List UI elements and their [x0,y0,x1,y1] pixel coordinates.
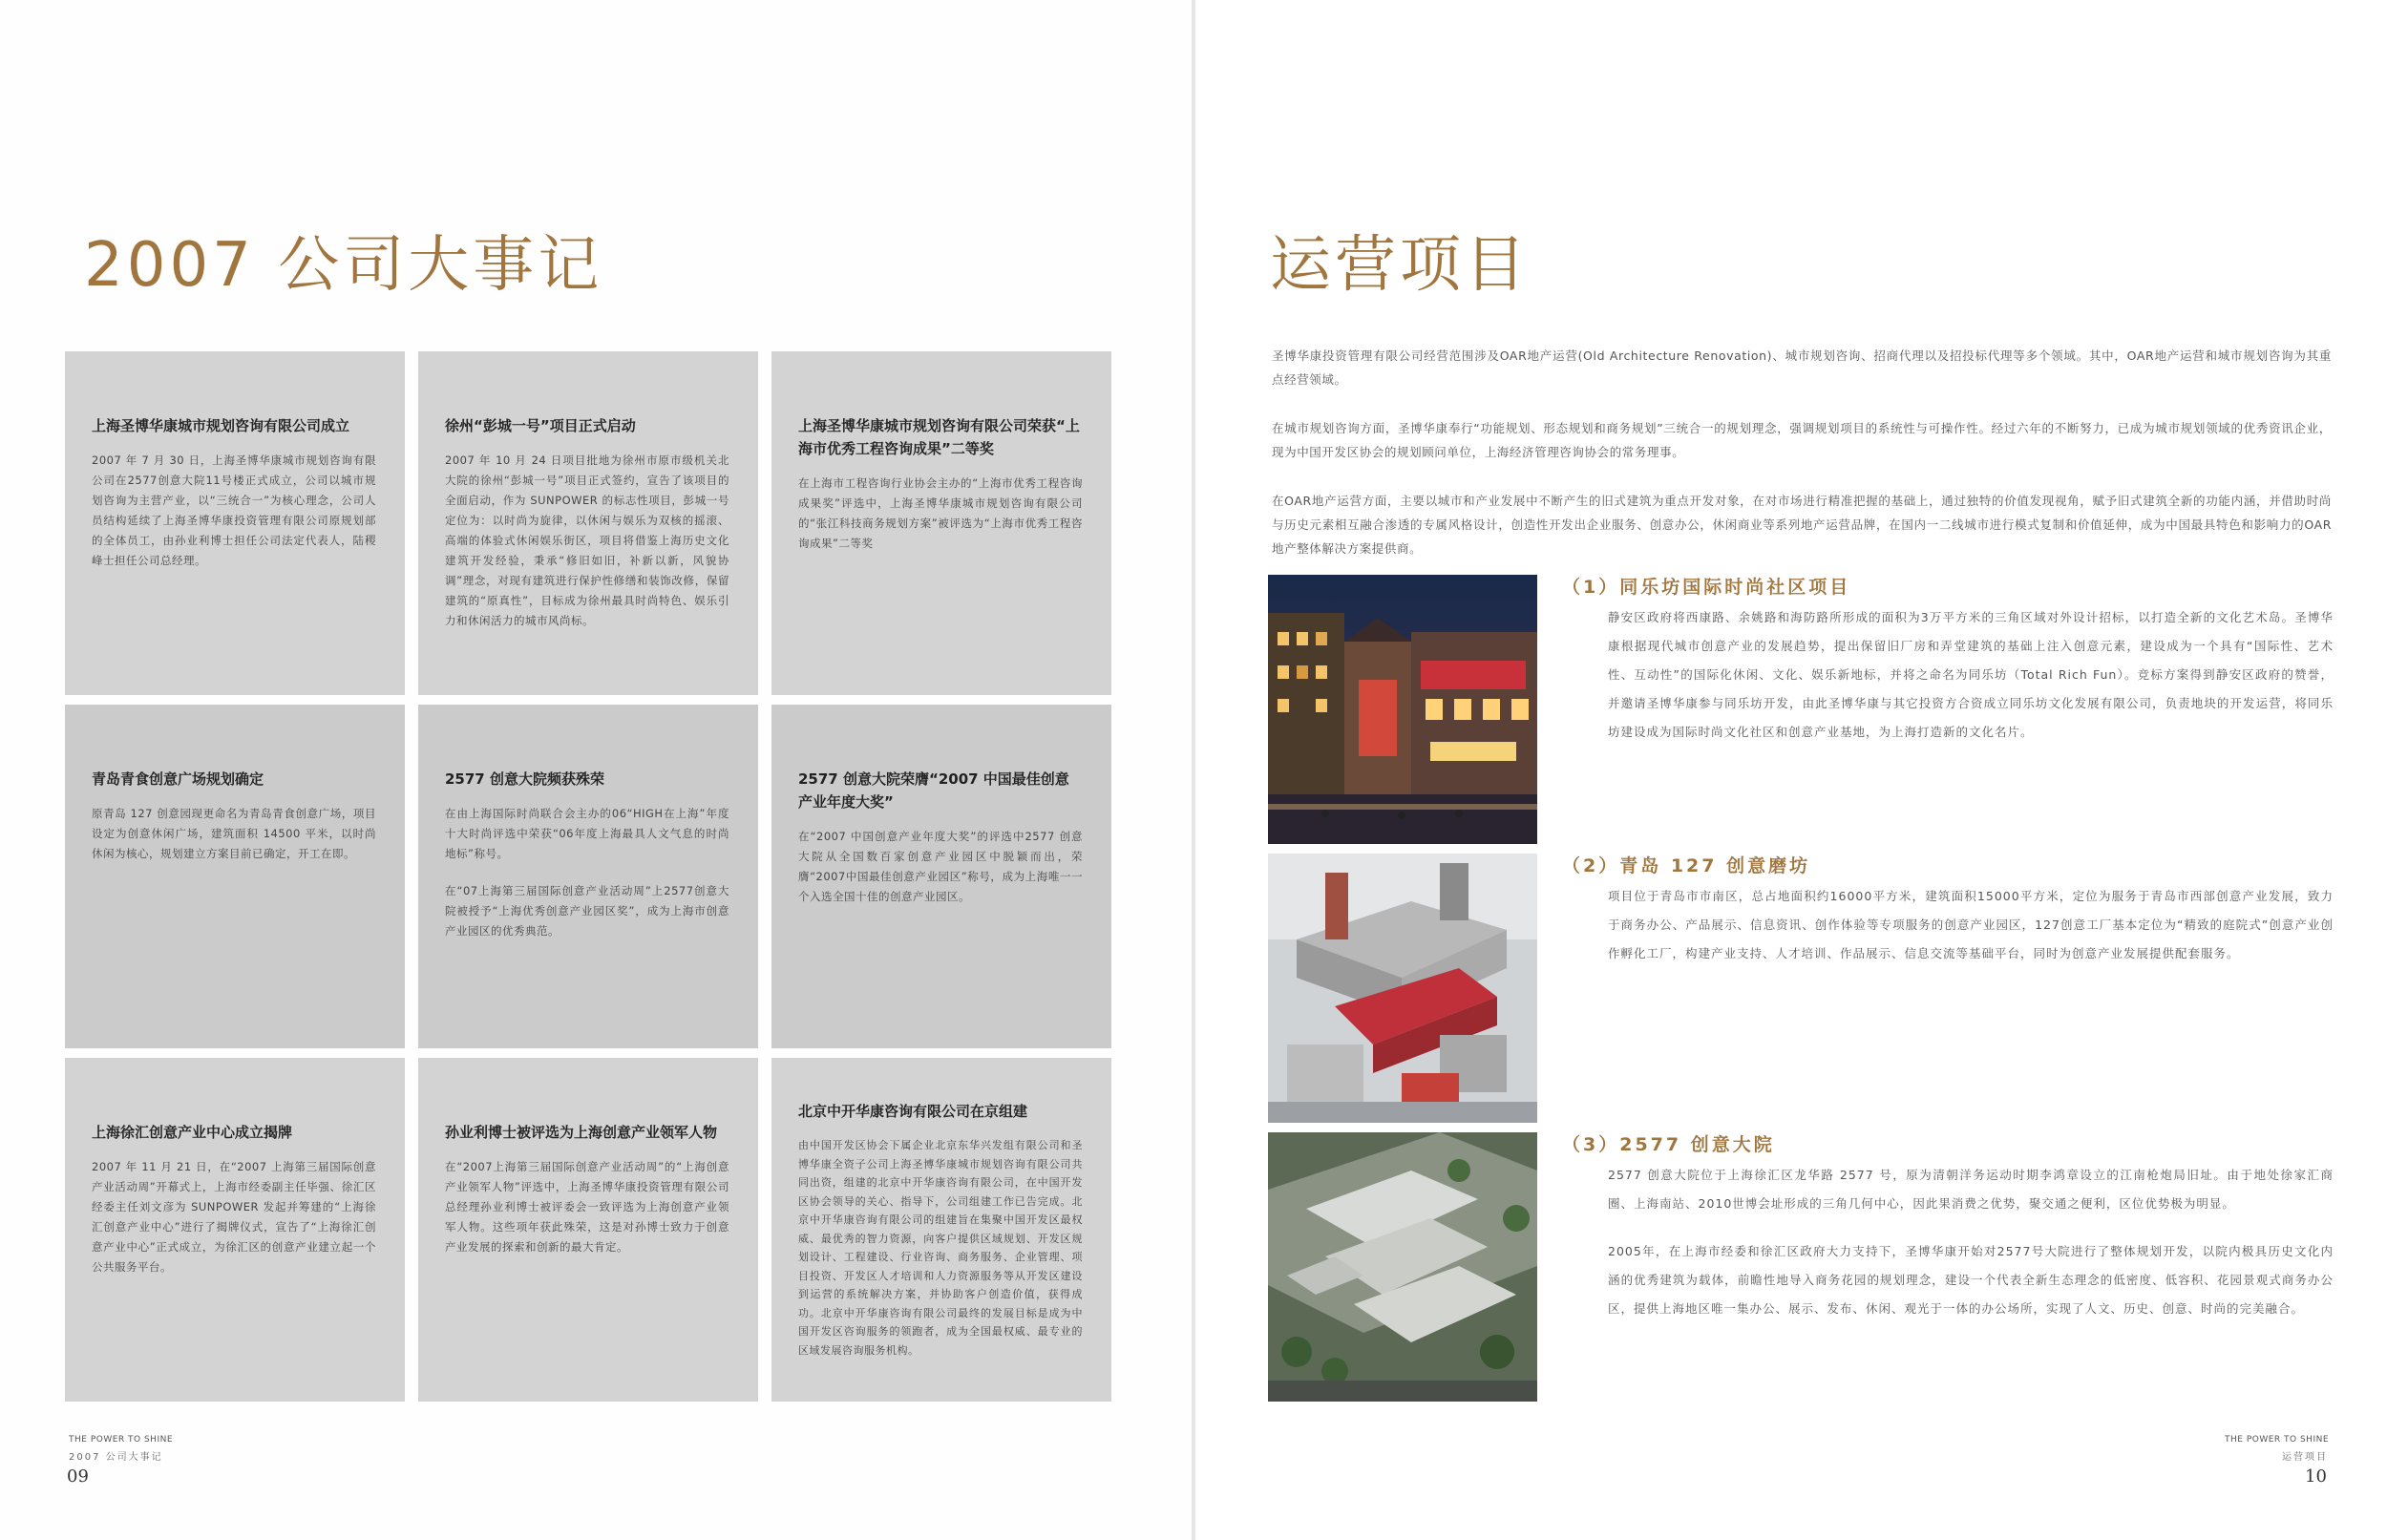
project-photo-tonglefang [1268,575,1537,844]
event-text: 在“07上海第三届国际创意产业活动周”上2577创意大院被授予“上海优秀创意产业园区奖”，成为上海市创意产业园区的优秀典范。 [445,884,729,938]
event-cell [65,705,405,1048]
right-page-title: 运营项目 [1270,230,1530,301]
event-cell [418,351,758,695]
intro-paragraph: 在OAR地产运营方面，主要以城市和产业发展中不断产生的旧式建筑为重点开发对象，在对市场进行精准把握的基础上，通过独特的价值发现视角，赋予旧式建筑全新的功能内涵，并借助时尚与历史元素相互融合渗透的专属风格设计，创造性开发出企业服务、创意办公，休闲商业等系列地产运营品牌，在国内一二线城市进行模式复制和价值延伸，成为中国最具特色和影响力的OAR地产整体解决方案提供商。 [1272,494,2332,556]
event-heading: 北京中开华康咨询有限公司在京组建 [798,1103,1028,1120]
event-heading: 孙业利博士被评选为上海创意产业领军人物 [445,1124,718,1141]
event-heading: 2577 创意大院频获殊荣 [445,770,604,788]
intro-paragraph: 圣博华康投资管理有限公司经营范围涉及OAR地产运营(Old Architecture Renovation)、城市规划咨询、招商代理以及招投标代理等多个领域。其中，OAR地产运营和城市规划咨询为其重点经营领域。 [1272,348,2332,387]
project-description [1608,1161,2334,1342]
spread-gutter [1192,0,1195,1540]
project-paragraph: 2005年，在上海市经委和徐汇区政府大力支持下，圣博华康开始对2577号大院进行了整体规划开发，以院内极具历史文化内涵的优秀建筑为载体，前瞻性地导入商务花园的规划理念，建设一个代表全新生态理念的低密度、低容积、花园景观式商务办公区，提供上海地区唯一集办公、展示、发布、休闲、观光于一体的办公场所，实现了人文、历史、创意、时尚的完美融合。 [1608,1244,2334,1316]
event-heading: 徐州“彭城一号”项目正式启动 [445,417,636,434]
event-heading: 上海圣博华康城市规划咨询有限公司荣获“上海市优秀工程咨询成果”二等奖 [798,417,1080,457]
event-cell [418,705,758,1048]
event-cell [771,351,1111,695]
event-cell [65,351,405,695]
events-grid [65,351,1115,1400]
event-text: 在“2007上海第三届国际创意产业活动周”的“上海创意产业领军人物”评选中，上海圣博华康投资管理有限公司总经理孙业利博士被评委会一致评选为上海创意产业领军人物。这些项年获此殊荣，这是对孙博士致力于创意产业发展的探索和创新的最大肯定。 [445,1160,729,1254]
footer-section: 运营项目 [2282,1452,2328,1463]
footer-brand: THE POWER TO SHINE [69,1435,174,1445]
project-photo-qingdao-127 [1268,854,1537,1123]
project-paragraph: 静安区政府将西康路、余姚路和海防路所形成的面积为3万平方米的三角区域对外设计招标，以打造全新的文化艺术岛。圣博华康根据现代城市创意产业的发展趋势，提出保留旧厂房和弄堂建筑的基础上注入创意元素，建设成为一个具有“国际性、艺术性、互动性”的国际化休闲、文化、娱乐新地标，并将之命名为同乐坊（Total Rich Fun）。竞标方案得到静安区政府的赞誉，并邀请圣博华康参与同乐坊开发，由此圣博华康与其它投资方合资成立同乐坊文化发展有限公司，负责地块的开发运营，将同乐坊建设成为国际时尚文化社区和创意产业基地，为上海打造新的文化名片。 [1608,610,2334,739]
event-heading: 上海圣博华康城市规划咨询有限公司成立 [92,417,350,434]
event-text: 在“2007 中国创意产业年度大奖”的评选中2577 创意大院从全国数百家创意产业园区中脱颖而出，荣膺“2007中国最佳创意产业园区”称号，成为上海唯一一个入选全国十佳的创意产业园区。 [798,830,1083,903]
event-text: 2007 年 10 月 24 日项目批地为徐州市原市级机关北大院的徐州“彭城一号”项目正式签约，宣告了该项目的全面启动，作为 SUNPOWER 的标志性项目，彭城一号定位为：以时尚为旋律，以休闲与娱乐为双核的摇滚、高端的体验式休闲娱乐街区，项目将借鉴上海历史文化建筑开发经验，秉承“修旧如旧，补新以新，风貌协调”理念，对现有建筑进行保护性修缮和装饰改修，保留建筑的“原真性”，目标成为徐州最具时尚特色、娱乐引力和休闲活力的城市风尚标。 [445,454,729,627]
left-page [0,0,1192,1540]
event-cell [771,1058,1111,1402]
project-paragraph: 2577 创意大院位于上海徐汇区龙华路 2577 号，原为清朝洋务运动时期李鸿章设立的江南枪炮局旧址。由于地处徐家汇商圈、上海南站、2010世博会址形成的三角几何中心，因此果消费之优势，聚交通之便利，区位优势极为明显。 [1608,1168,2334,1211]
project-title: （3）2577 创意大院 [1562,1134,1775,1155]
footer-section: 2007 公司大事记 [69,1452,163,1463]
event-text: 在由上海国际时尚联合会主办的06“HIGH在上海”年度十大时尚评选中荣获“06年度上海最具人文气息的时尚地标”称号。 [445,807,729,860]
event-text: 原青岛 127 创意园现更命名为青岛青食创意广场，项目设定为创意休闲广场，建筑面积 14500 平米，以时尚休闲为核心，规划建立方案目前已确定，开工在即。 [92,807,376,860]
project-photo-2577 [1268,1132,1537,1402]
project-description [1608,882,2334,987]
event-text: 2007 年 11 月 21 日，在“2007 上海第三届国际创意产业活动周”开幕式上，上海市经委副主任毕强、徐汇区经委主任刘文彦为 SUNPOWER 发起并筹建的“上海徐汇创意产业中心”进行了揭牌仪式，宣告了“上海徐汇创意产业中心”正式成立，为徐汇区的创意产业建立起一个公共服务平台。 [92,1160,376,1274]
project-paragraph: 项目位于青岛市市南区，总占地面积约16000平方米，建筑面积15000平方米，定位为服务于青岛市西部创意产业发展，致力于商务办公、产品展示、信息资讯、创作体验等专项服务的创意产业园区，127创意工厂基本定位为“精致的庭院式”创意产业创作孵化工厂，构建产业支持、人才培训、作品展示、信息交流等基础平台，同时为创意产业发展提供配套服务。 [1608,889,2334,960]
intro-text [1272,344,2332,585]
event-heading: 2577 创意大院荣膺“2007 中国最佳创意产业年度大奖” [798,770,1069,811]
page-number: 09 [67,1466,89,1487]
intro-paragraph: 在城市规划咨询方面，圣博华康奉行“功能规划、形态规划和商务规划”三统合一的规划理念，强调规划项目的系统性与可操作性。经过六年的不断努力，已成为城市规划领域的优秀资讯企业，现为中国开发区协会的规划顾问单位，上海经济管理咨询协会的常务理事。 [1272,421,2332,459]
event-cell [65,1058,405,1402]
project-title: （2）青岛 127 创意磨坊 [1562,855,1811,876]
event-heading: 青岛青食创意广场规划确定 [92,770,264,788]
left-page-title: 2007 公司大事记 [84,230,603,301]
project-description [1608,603,2334,766]
event-cell [418,1058,758,1402]
event-heading: 上海徐汇创意产业中心成立揭牌 [92,1124,293,1141]
footer-brand: THE POWER TO SHINE [2225,1435,2330,1445]
event-text: 在上海市工程咨询行业协会主办的“上海市优秀工程咨询成果奖”评选中，上海圣博华康城市规划咨询有限公司的“张江科技商务规划方案”被评选为“上海市优秀工程咨询成果”二等奖 [798,476,1083,550]
project-title: （1）同乐坊国际时尚社区项目 [1562,577,1851,598]
event-text: 由中国开发区协会下属企业北京东华兴发组有限公司和圣博华康全资子公司上海圣博华康城市规划咨询有限公司共同出资，组建的北京中开华康咨询有限公司，在中国开发区协会领导的关心、指导下，公司组建工作已告完成。北京中开华康咨询有限公司的组建旨在集聚中国开发区最权威、最优秀的智力资源，向客户提供区域规划、开发区规划设计、工程建设、行业咨询、商务服务、企业管理、项目投资、开发区人才培训和人力资源服务等从开发区建设到运营的系统解决方案，并协助客户创造价值，获得成功。北京中开华康咨询有限公司最终的发展目标是成为中国开发区咨询服务的领跑者，成为全国最权威、最专业的区域发展咨询服务机构。 [798,1139,1083,1357]
event-cell [771,705,1111,1048]
event-text: 2007 年 7 月 30 日，上海圣博华康城市规划咨询有限公司在2577创意大院11号楼正式成立，公司以城市规划咨询为主营产业，以“三统合一”为核心理念，公司人员结构延续了上海圣博华康投资管理有限公司原规划部的全体员工，由孙业利博士担任公司法定代表人，陆稷峰士担任公司总经理。 [92,454,376,567]
page-number: 10 [2305,1466,2327,1487]
